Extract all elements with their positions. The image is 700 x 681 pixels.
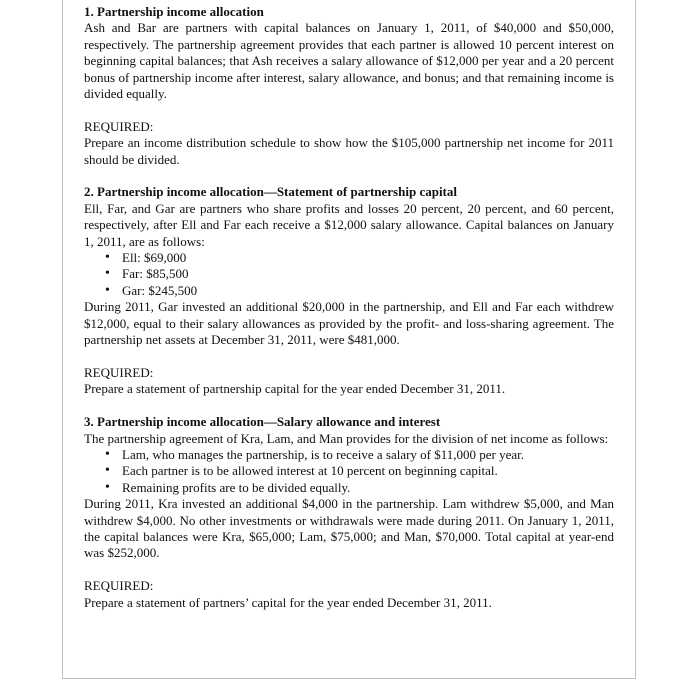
problem-3-required-label: REQUIRED: — [84, 578, 154, 594]
problem-2-body: During 2011, Gar invested an additional $20,000 in the partnership, and Ell and Far each withdrew $12,000, equal to their salary allowances as provided by the profit- and loss-sharing agreement. The partnership net assets at December 31, 2011, were $481,000. — [84, 299, 614, 348]
problem-2-intro: Ell, Far, and Gar are partners who share profits and losses 20 percent, 20 percent, and 60 percent, respectively, after Ell and Far each receive a $12,000 salary allowance. Capital balances on January 1, 2011, are as follows: — [84, 200, 614, 249]
list-item: • Far: $85,500 — [84, 266, 614, 282]
problem-1-required-text: Prepare an income distribution schedule to show how the $105,000 partnership net income for 2011 should be divided. — [84, 135, 614, 167]
problem-3-intro: The partnership agreement of Kra, Lam, and Man provides for the division of net income as follows: — [84, 430, 609, 446]
problem-2-heading: 2. Partnership income allocation—Statement of partnership capital — [84, 184, 457, 200]
problem-3-required-text: Prepare a statement of partners’ capital for the year ended December 31, 2011. — [84, 594, 492, 610]
problem-2-capital-list — [84, 250, 614, 299]
problem-2 — [84, 184, 614, 397]
list-item: • Lam, who manages the partnership, is to receive a salary of $11,000 per year. — [84, 447, 614, 463]
document-content — [84, 4, 614, 611]
problem-1-required-label: REQUIRED: — [84, 118, 154, 134]
list-item: • Ell: $69,000 — [84, 250, 614, 266]
problem-3-terms-list — [84, 447, 614, 496]
problem-2-required-text: Prepare a statement of partnership capital for the year ended December 31, 2011. — [84, 381, 506, 397]
problem-3-heading: 3. Partnership income allocation—Salary allowance and interest — [84, 414, 441, 430]
list-item: • Remaining profits are to be divided equally. — [84, 480, 614, 496]
list-item: • Gar: $245,500 — [84, 283, 614, 299]
problem-1 — [84, 4, 614, 168]
problem-3 — [84, 414, 614, 611]
problem-1-heading: 1. Partnership income allocation — [84, 4, 264, 19]
list-item: • Each partner is to be allowed interest at 10 percent on beginning capital. — [84, 463, 614, 479]
problem-3-body: During 2011, Kra invested an additional $4,000 in the partnership. Lam withdrew $5,000, and Man withdrew $4,000. No other investments or withdrawals were made during 2011. On January 1, 2011, the capital balances were Kra, $65,000; Lam, $75,000; and Man, $70,000. Total capital at year-end was $252,000. — [84, 496, 614, 561]
problem-1-body: Ash and Bar are partners with capital balances on January 1, 2011, of $40,000 and $50,000, respectively. The partnership agreement provides that each partner is allowed 10 percent interest on beginning capital balances; that Ash receives a salary allowance of $12,000 per year and a 20 percent bonus of partnership income after interest, salary allowance, and bonus; and that remaining income is divided equally. — [84, 20, 614, 102]
problem-2-required-label: REQUIRED: — [84, 364, 154, 380]
